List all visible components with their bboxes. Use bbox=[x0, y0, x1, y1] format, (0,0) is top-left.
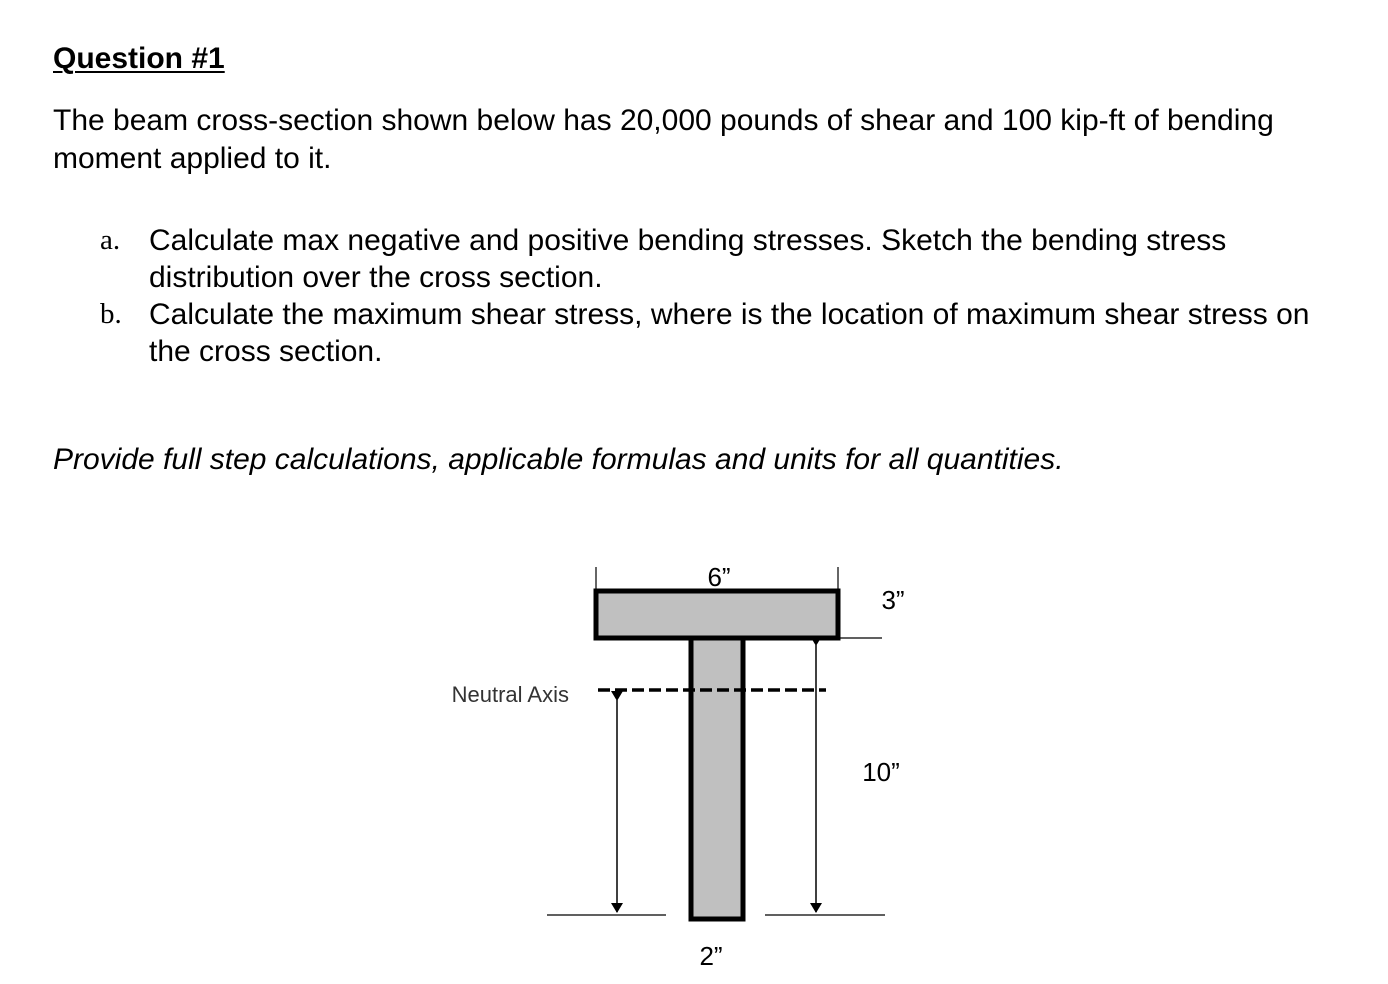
part-marker: a. bbox=[100, 224, 121, 256]
beam-web bbox=[691, 637, 743, 919]
web-width-label: 2” bbox=[699, 941, 723, 971]
web-height-label: 10” bbox=[862, 757, 900, 787]
flange-thickness-label: 3” bbox=[881, 585, 905, 615]
part-text: Calculate the maximum shear stress, where is the location of maximum shear stress on the cross section. bbox=[149, 298, 1310, 368]
question-intro: The beam cross-section shown below has 20,000 pounds of shear and 100 kip-ft of bending moment applied to it. bbox=[53, 104, 1274, 175]
neutral-axis-label: Neutral Axis bbox=[451, 682, 569, 707]
instructions: Provide full step calculations, applicable formulas and units for all quantities. bbox=[53, 443, 1064, 476]
flange-width-label: 6” bbox=[707, 562, 731, 592]
beam-flange bbox=[596, 591, 838, 638]
part-marker: b. bbox=[100, 298, 122, 330]
question-heading: Question #1 bbox=[53, 42, 225, 75]
part-text: Calculate max negative and positive bending stresses. Sketch the bending stress distribution over the cross section. bbox=[149, 224, 1227, 294]
